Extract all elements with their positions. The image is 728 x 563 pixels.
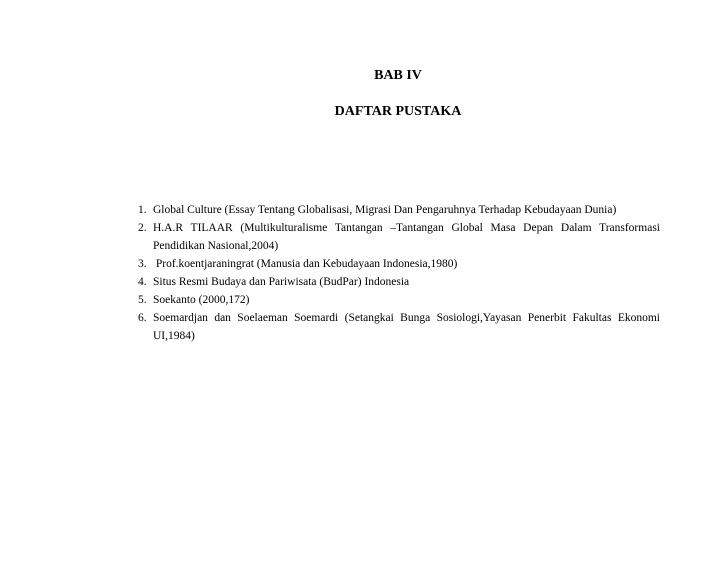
reference-number: 1. xyxy=(138,204,147,216)
reference-text-continued: UI,1984) xyxy=(153,330,195,342)
reference-text: Prof.koentjaraningrat (Manusia dan Kebudayaan Indonesia,1980) xyxy=(153,258,458,270)
reference-item xyxy=(138,201,660,219)
reference-text: Situs Resmi Budaya dan Pariwisata (BudPar) Indonesia xyxy=(153,276,410,288)
reference-item xyxy=(138,219,660,255)
chapter-number: BAB IV xyxy=(374,68,422,83)
reference-text: H.A.R TILAAR (Multikulturalisme Tantangan –Tantangan Global Masa Depan Dalam Transformasi xyxy=(153,222,660,234)
reference-text: Soemardjan dan Soelaeman Soemardi (Setangkai Bunga Sosiologi,Yayasan Penerbit Fakultas Ekonomi xyxy=(153,312,660,324)
reference-number: 5. xyxy=(138,294,147,306)
reference-item xyxy=(138,291,660,309)
chapter-title: DAFTAR PUSTAKA xyxy=(334,104,462,119)
reference-text: Soekanto (2000,172) xyxy=(153,294,250,306)
reference-number: 6. xyxy=(138,312,147,324)
reference-number: 3. xyxy=(138,258,147,270)
reference-item xyxy=(138,309,660,345)
reference-number: 4. xyxy=(138,276,147,288)
reference-text: Global Culture (Essay Tentang Globalisasi, Migrasi Dan Pengaruhnya Terhadap Kebudayaan Dunia) xyxy=(153,204,617,216)
reference-number: 2. xyxy=(138,222,147,234)
reference-item xyxy=(138,273,660,291)
reference-list xyxy=(138,201,660,345)
reference-item xyxy=(138,255,660,273)
reference-text-continued: Pendidikan Nasional,2004) xyxy=(153,240,279,252)
